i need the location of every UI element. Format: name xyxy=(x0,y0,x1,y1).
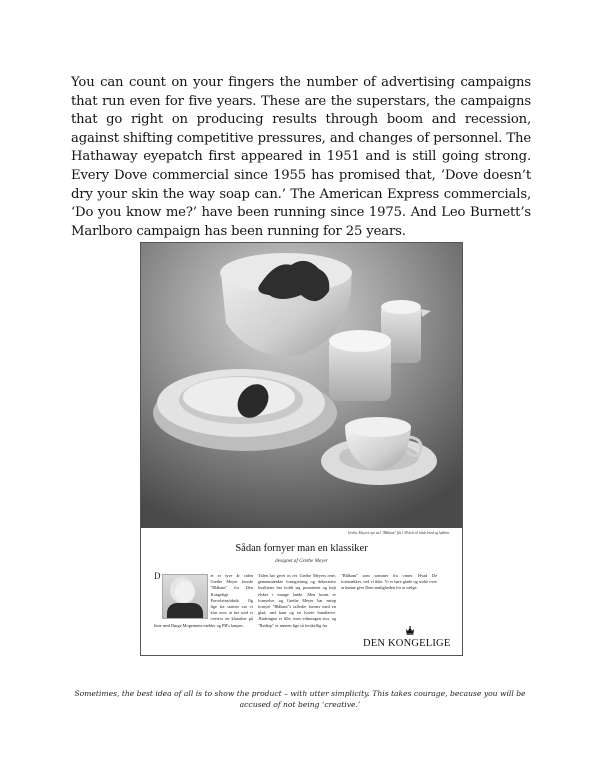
crown-icon xyxy=(405,626,415,635)
tableware-illustration xyxy=(141,243,462,528)
lidded-jar xyxy=(329,330,391,401)
product-photo xyxy=(141,243,462,528)
drop-cap: D xyxy=(154,571,161,581)
ad-column-3: "Blåkant" som sommer fra vinter. Hvad De foretrækker, ved vi ikke. Vi er bare glade og stolte over at kunne give Dem muligheden for at vælge. xyxy=(341,573,437,591)
ad-column-1 xyxy=(154,573,253,629)
brand-logo: DEN KONGELIGE xyxy=(363,638,451,649)
designer-portrait xyxy=(162,574,208,619)
photo-credit: Grethe Meyers nye stel "Blåkant" fås i 38 dele til både bord og køkken. xyxy=(347,531,450,535)
advertisement-figure xyxy=(140,242,463,656)
ad-subheadline: designet af Grethe Meyer xyxy=(275,558,328,564)
body-paragraph: You can count on your fingers the number of advertising campaigns that run even for five years. These are the superstars, the campaigns that go right on producing results through boom and recession, against shifting competitive pressures, and changes of personnel. The Hathaway eyepatch first appeared in 1951 and is still going strong. Every Dove commercial since 1955 has promised that, ‘Dove doesn’t dry your skin the way soap can.’ The American Express commercials, ‘Do you know me?’ have been running since 1975. And Leo Burnett’s Marlboro campaign has been running for 25 years. xyxy=(71,75,531,239)
figure-caption: Sometimes, the best idea of all is to show the product – with utter simplicity. This takes courage, because you will be accused of not being ‘creative.’ xyxy=(74,689,526,709)
ad-column-2: Tiden har givet os ret. Grethe Meyers rene, gennemtænkte formgivning og dekorative kvaliteter har holdt sig prominent og højt elsket i mange lande. Men kunst er fornyelse, og Grethe Meyer har netop fornyet "Blåkant"s tallerke former med en glad, ned kant og en lysere bundfarve. Ændringen er lille, men virkningen stor, og "Rødtop" er næsten lige så forskellig fra xyxy=(258,573,336,628)
ad-headline: Sådan fornyer man en klassiker xyxy=(235,543,368,554)
ad-column-1-text: et er tyve år siden Grethe Meyer lavede "Blåkant" for Den Kongelige Porcelainsfabrik. Og lige fra starten var vi klar over, at her stod vi overfor en klassiker på linie med Børge Mogensens møbler og PH's lamper. xyxy=(154,573,253,628)
